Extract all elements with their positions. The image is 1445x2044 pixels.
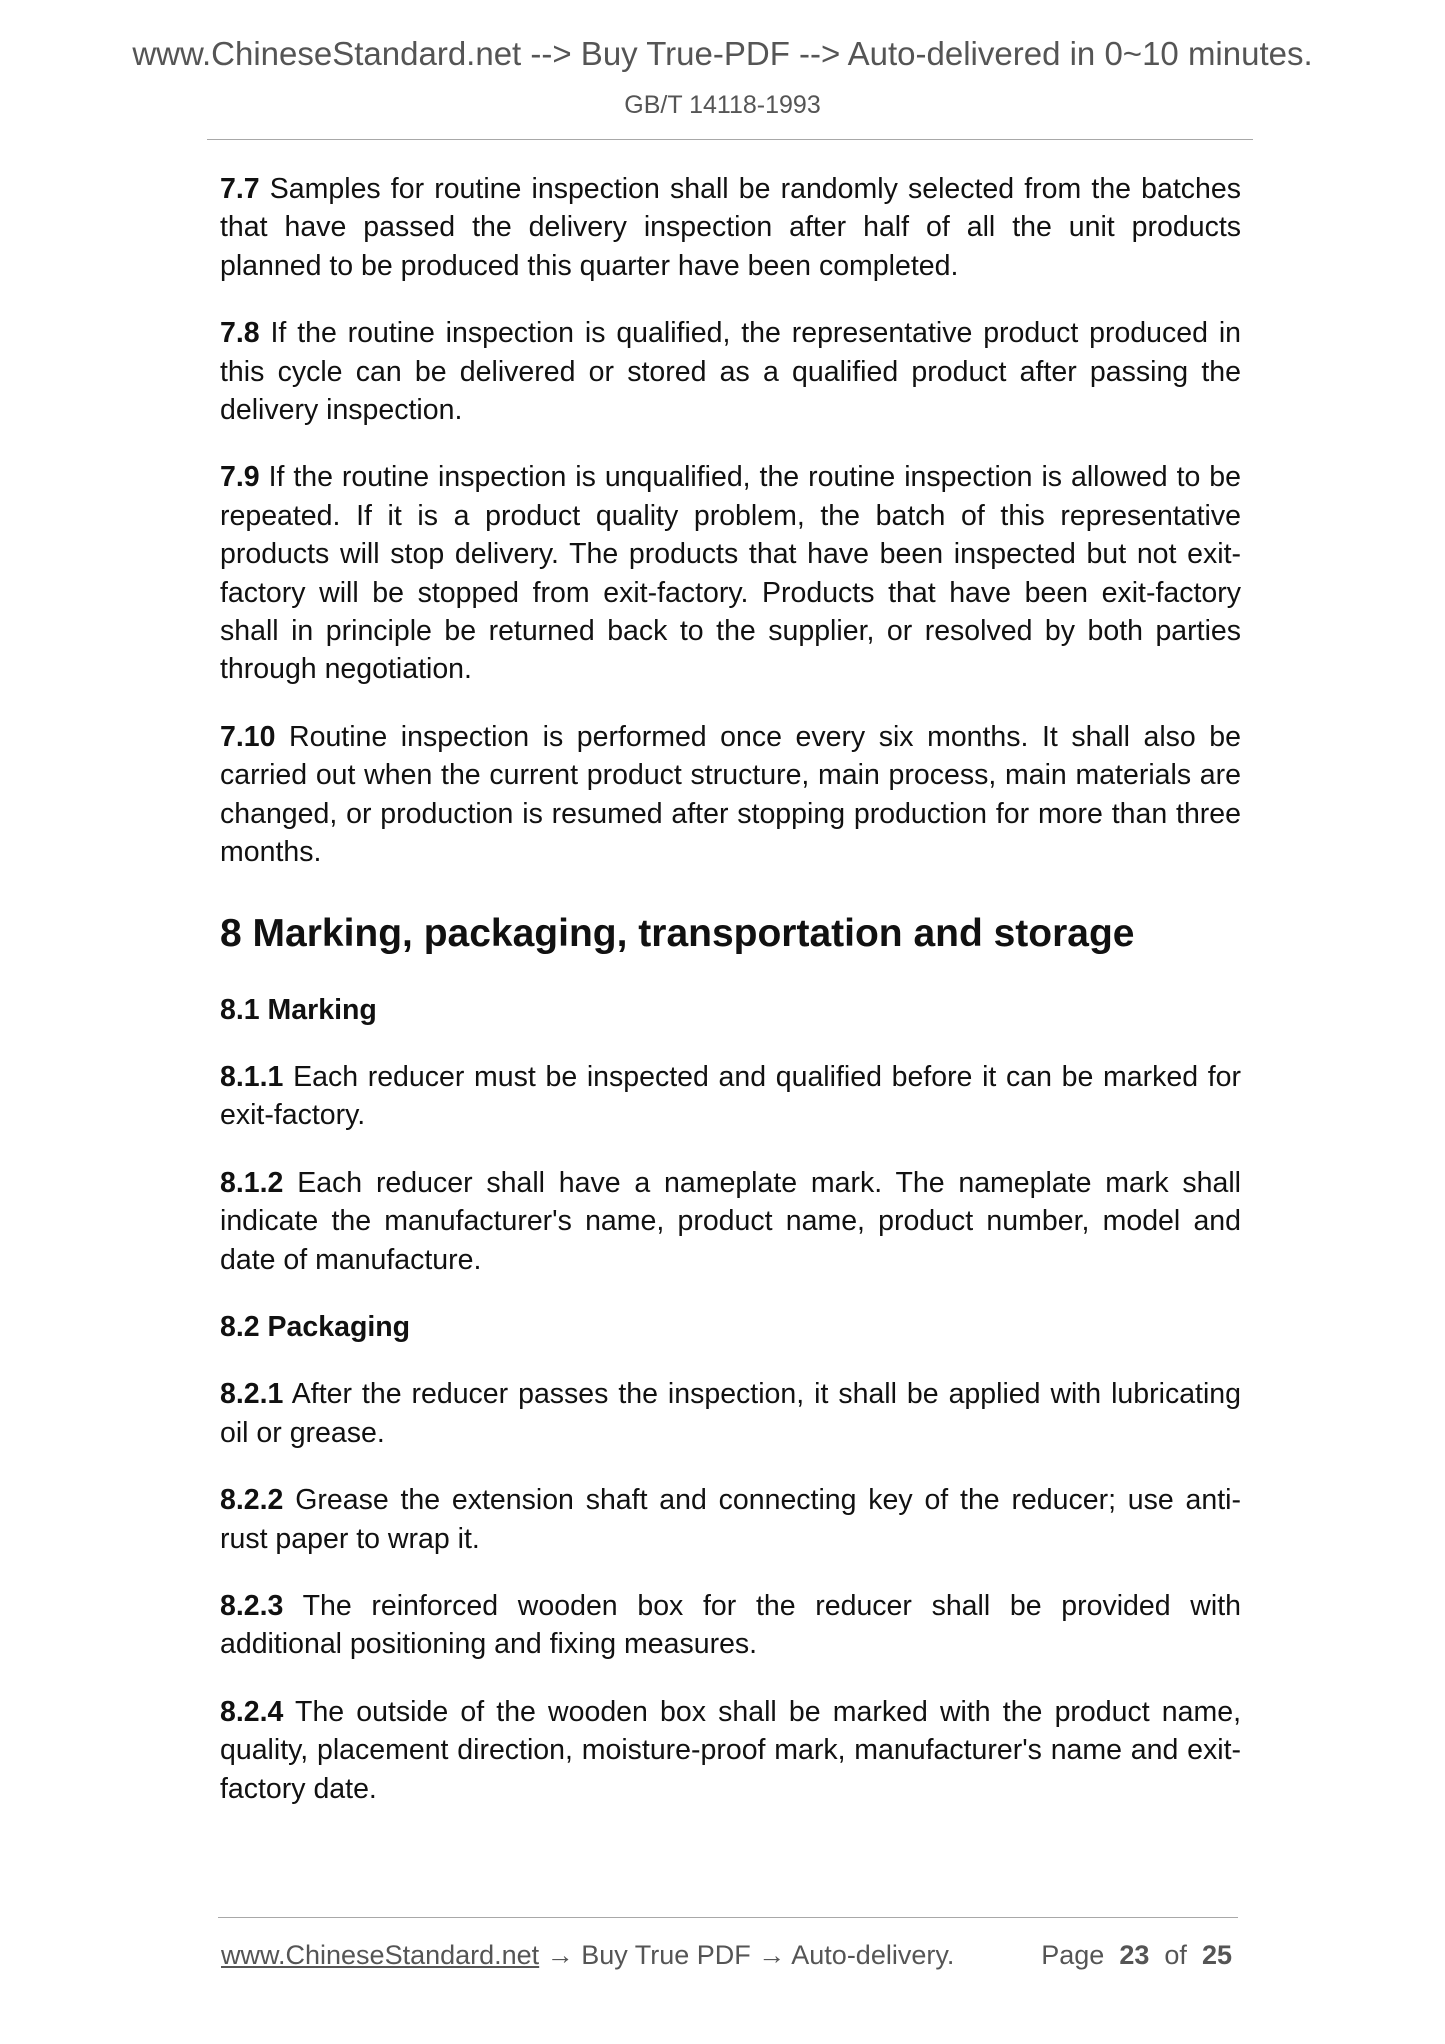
page-indicator — [1041, 1937, 1232, 1973]
page-label: Page — [1041, 1940, 1105, 1970]
clause-text: The outside of the wooden box shall be marked with the product name, quality, placement direction, moisture-proof mark, manufacturer's name and exit-factory date. — [220, 1695, 1241, 1805]
clause-8-2-2 — [220, 1481, 1241, 1558]
footer-divider — [218, 1917, 1238, 1918]
header-divider — [207, 139, 1253, 140]
document-code: GB/T 14118-1993 — [624, 91, 821, 119]
clause-text: If the routine inspection is unqualified, the routine inspection is allowed to be repeated. If it is a product quality problem, the batch of this representative products will stop delivery. The products that have been inspected but not exit-factory will be stopped from exit-factory. Products that have been exit-factory shall in principle be returned back to the supplier, or resolved by both parties through negotiation. — [220, 461, 1242, 686]
total-pages-number: 25 — [1201, 1940, 1232, 1970]
clause-8-2-1 — [220, 1375, 1241, 1452]
clause-7-10 — [220, 718, 1241, 872]
top-banner: www.ChineseStandard.net --> Buy True-PDF --> Auto-delivered in 0~10 minutes. — [132, 35, 1313, 72]
clause-8-1-1 — [220, 1058, 1241, 1135]
page-content — [220, 170, 1241, 1837]
clause-8-2-4 — [220, 1693, 1241, 1808]
clause-text: If the routine inspection is qualified, the representative product produced in this cycle can be delivered or stored as a qualified product after passing the delivery inspection. — [220, 317, 1242, 427]
clause-text: Each reducer shall have a nameplate mark. The nameplate mark shall indicate the manufacturer's name, product name, product number, model and date of manufacture. — [220, 1166, 1241, 1276]
subsection-8-2-heading: 8.2 Packaging — [220, 1310, 411, 1343]
clause-text: Samples for routine inspection shall be randomly selected from the batches that have passed the delivery inspection after half of all the unit products planned to be produced this quarter have been completed. — [220, 173, 1242, 282]
clause-7-7 — [220, 170, 1241, 285]
section-8-heading: 8 Marking, packaging, transportation and storage — [220, 911, 1135, 955]
clause-text: Routine inspection is performed once every six months. It shall also be carried out when the current product structure, main process, main materials are changed, or production is resumed after stopping production for more than three months. — [220, 720, 1241, 869]
subsection-8-1-heading: 8.1 Marking — [220, 993, 377, 1026]
footer-website-link[interactable]: www.ChineseStandard.net — [221, 1940, 540, 1970]
clause-text: After the reducer passes the inspection, it shall be applied with lubricating oil or grease. — [220, 1378, 1241, 1449]
current-page-number: 23 — [1119, 1940, 1150, 1970]
clause-text: The reinforced wooden box for the reducer shall be provided with additional positioning and fixing measures. — [220, 1589, 1241, 1661]
clause-number: 7.9 — [220, 461, 260, 494]
clause-7-8 — [220, 314, 1241, 429]
page-footer — [221, 1937, 1232, 1975]
footer-tagline: → Buy True PDF → Auto-delivery. — [546, 1940, 955, 1970]
footer-left — [221, 1937, 954, 1973]
clause-7-9 — [220, 458, 1241, 688]
clause-number: 7.10 — [220, 720, 276, 753]
clause-text: Grease the extension shaft and connecting key of the reducer; use anti-rust paper to wrap it. — [220, 1484, 1241, 1555]
clause-number: 8.1.1 — [220, 1060, 284, 1093]
clause-text: Each reducer must be inspected and qualified before it can be marked for exit-factory. — [220, 1060, 1242, 1132]
clause-number: 7.7 — [220, 173, 260, 205]
clause-number: 8.2.4 — [220, 1695, 284, 1728]
clause-number: 7.8 — [220, 317, 260, 350]
of-label: of — [1164, 1940, 1187, 1970]
clause-8-1-2 — [220, 1164, 1241, 1279]
clause-number: 8.2.3 — [220, 1589, 284, 1622]
clause-number: 8.2.2 — [220, 1484, 284, 1517]
clause-8-2-3 — [220, 1587, 1241, 1664]
clause-number: 8.2.1 — [220, 1378, 284, 1411]
clause-number: 8.1.2 — [220, 1166, 284, 1199]
